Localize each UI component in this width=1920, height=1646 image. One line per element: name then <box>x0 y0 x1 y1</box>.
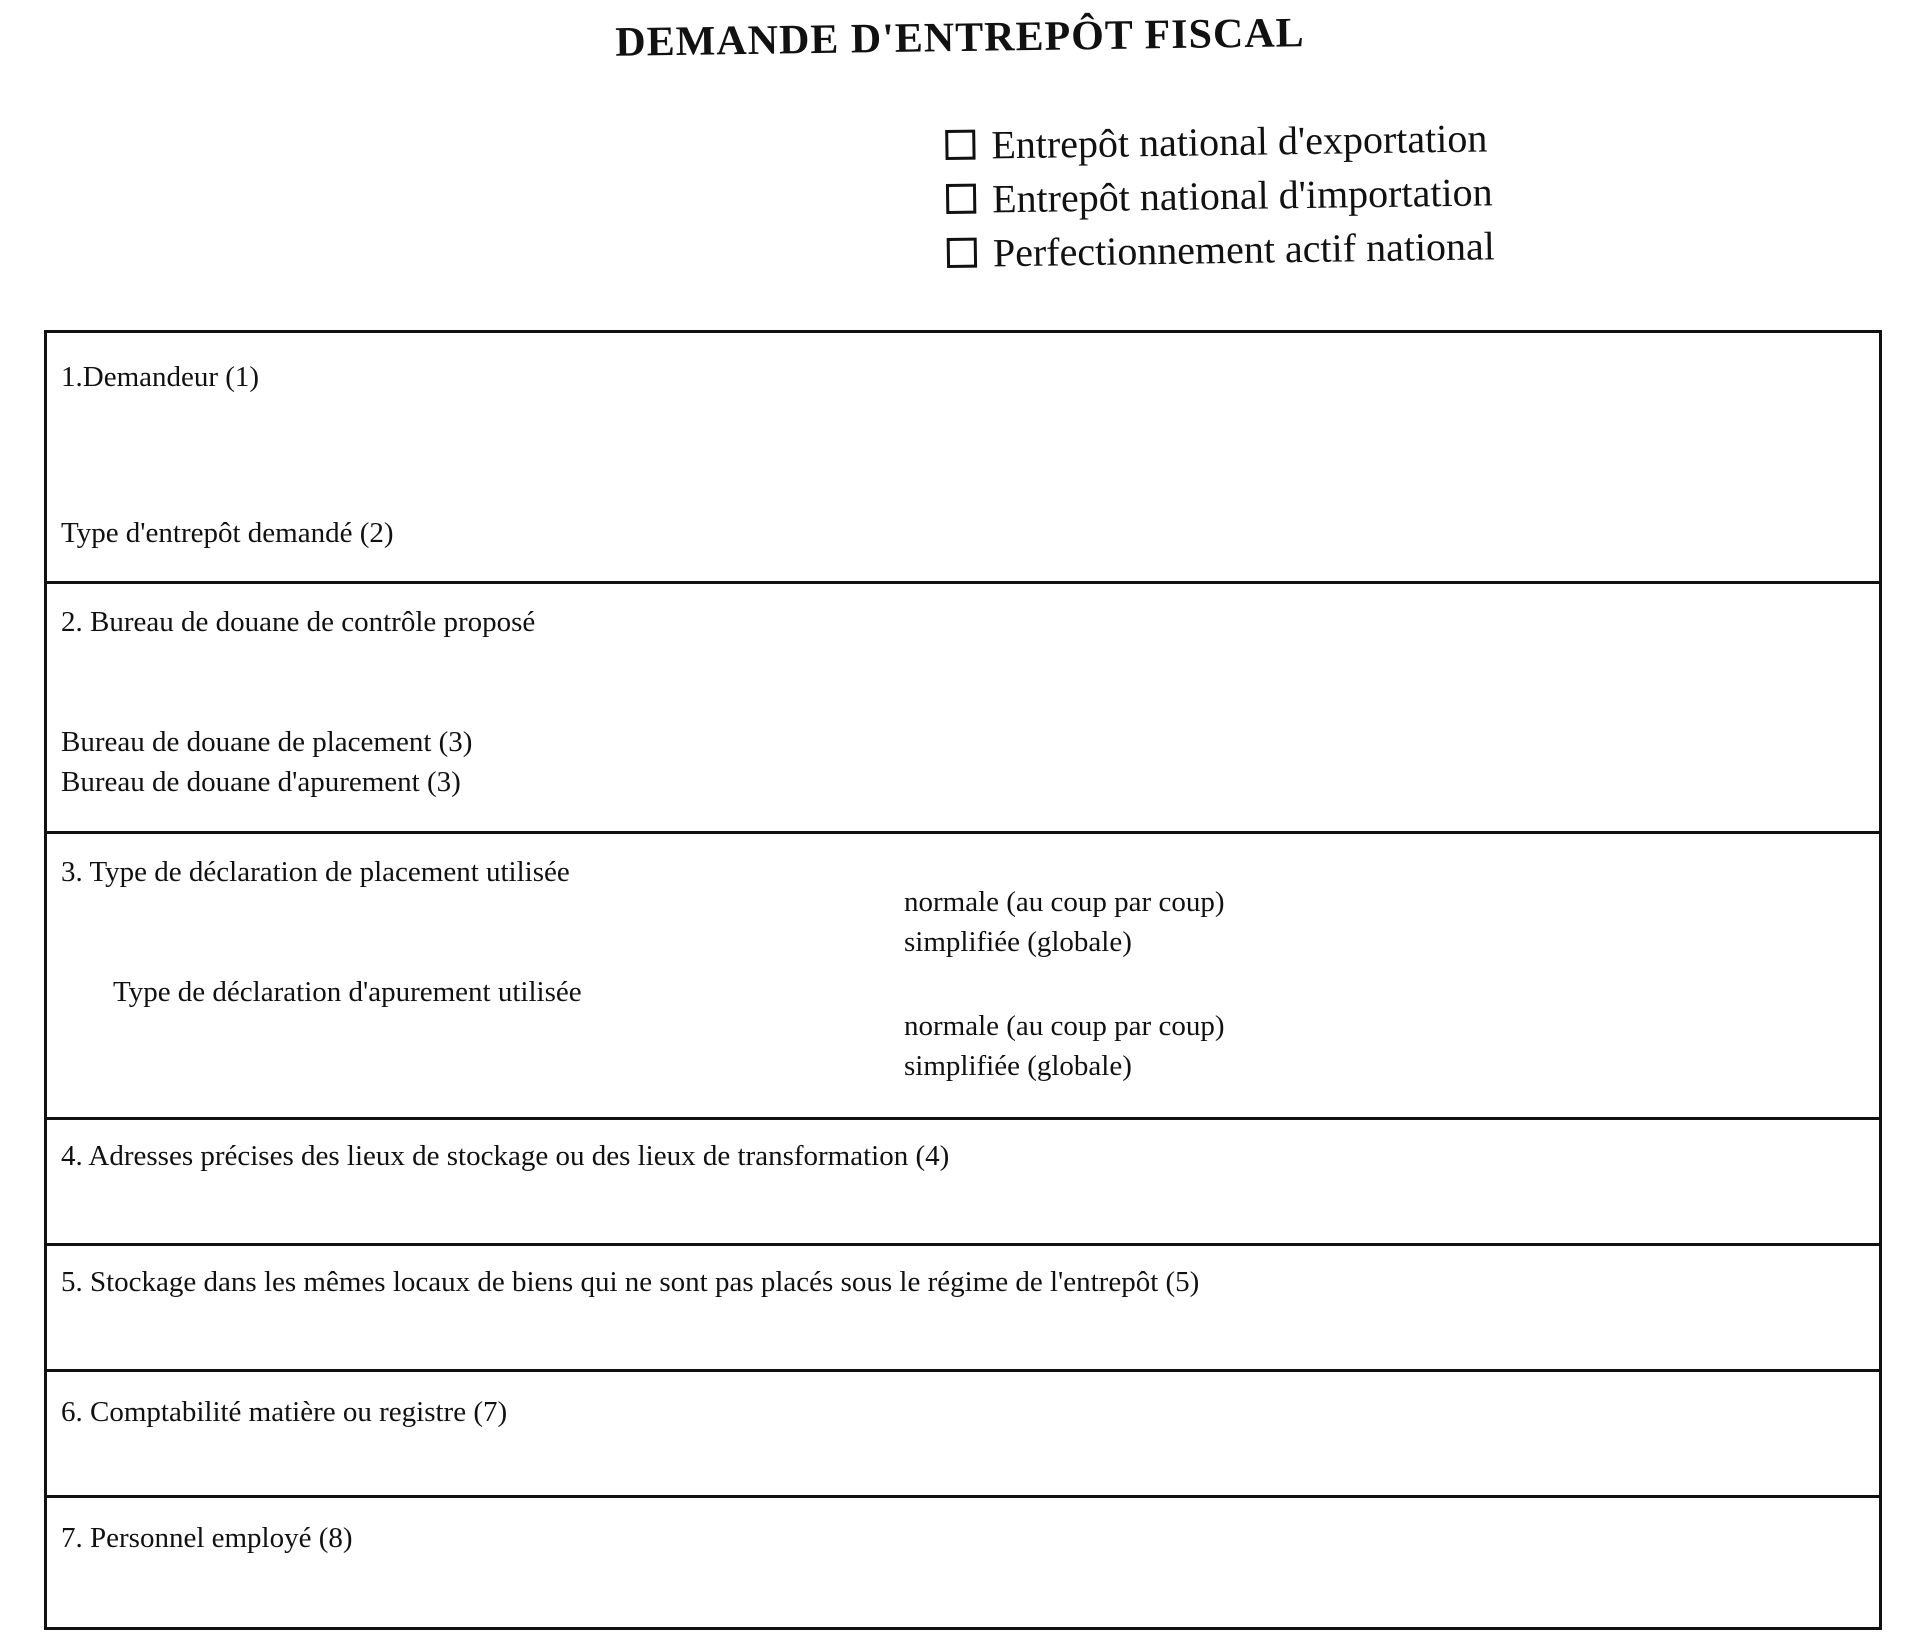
section-bureau-douane[interactable] <box>47 581 1879 831</box>
application-form <box>44 330 1882 1630</box>
section-comptabilite[interactable] <box>47 1369 1879 1495</box>
label-declaration-apurement: Type de déclaration d'apurement utilisée <box>113 976 582 1008</box>
label-comptabilite: 6. Comptabilité matière ou registre (7) <box>61 1396 508 1428</box>
section-adresses-stockage[interactable] <box>47 1117 1879 1243</box>
option-entrepot-import[interactable] <box>946 164 1495 226</box>
label-bureau-controle: 2. Bureau de douane de contrôle proposé <box>61 606 536 638</box>
apurement-option-simplifiee[interactable]: simplifiée (globale) <box>904 1050 1132 1082</box>
section-type-declaration <box>47 831 1879 1117</box>
regime-options <box>945 110 1495 280</box>
label-type-entrepot: Type d'entrepôt demandé (2) <box>61 517 394 549</box>
option-label-perfectionnement: Perfectionnement actif national <box>992 222 1496 275</box>
label-declaration-placement: 3. Type de déclaration de placement utilisée <box>61 856 570 888</box>
checkbox-entrepot-import[interactable] <box>946 184 976 214</box>
label-bureau-placement: Bureau de douane de placement (3) <box>61 726 473 758</box>
checkbox-entrepot-export[interactable] <box>945 130 975 160</box>
label-personnel: 7. Personnel employé (8) <box>61 1522 353 1554</box>
label-demandeur: 1.Demandeur (1) <box>61 361 260 393</box>
checkbox-perfectionnement[interactable] <box>947 238 977 268</box>
label-adresses-stockage: 4. Adresses précises des lieux de stockage ou des lieux de transformation (4) <box>61 1140 950 1172</box>
option-label-entrepot-import: Entrepôt national d'importation <box>991 168 1493 221</box>
placement-option-normale[interactable]: normale (au coup par coup) <box>904 886 1225 918</box>
label-bureau-apurement: Bureau de douane d'apurement (3) <box>61 766 461 798</box>
option-label-entrepot-export: Entrepôt national d'exportation <box>991 114 1488 167</box>
option-perfectionnement[interactable] <box>947 218 1496 280</box>
page-title: DEMANDE D'ENTREPÔT FISCAL <box>615 10 1305 66</box>
apurement-option-normale[interactable]: normale (au coup par coup) <box>904 1010 1225 1042</box>
section-stockage-biens[interactable] <box>47 1243 1879 1369</box>
section-demandeur[interactable] <box>47 333 1879 581</box>
section-personnel[interactable] <box>47 1495 1879 1627</box>
placement-option-simplifiee[interactable]: simplifiée (globale) <box>904 926 1132 958</box>
label-stockage-biens: 5. Stockage dans les mêmes locaux de biens qui ne sont pas placés sous le régime de l'entrepôt (5) <box>61 1266 1200 1298</box>
option-entrepot-export[interactable] <box>945 110 1494 172</box>
